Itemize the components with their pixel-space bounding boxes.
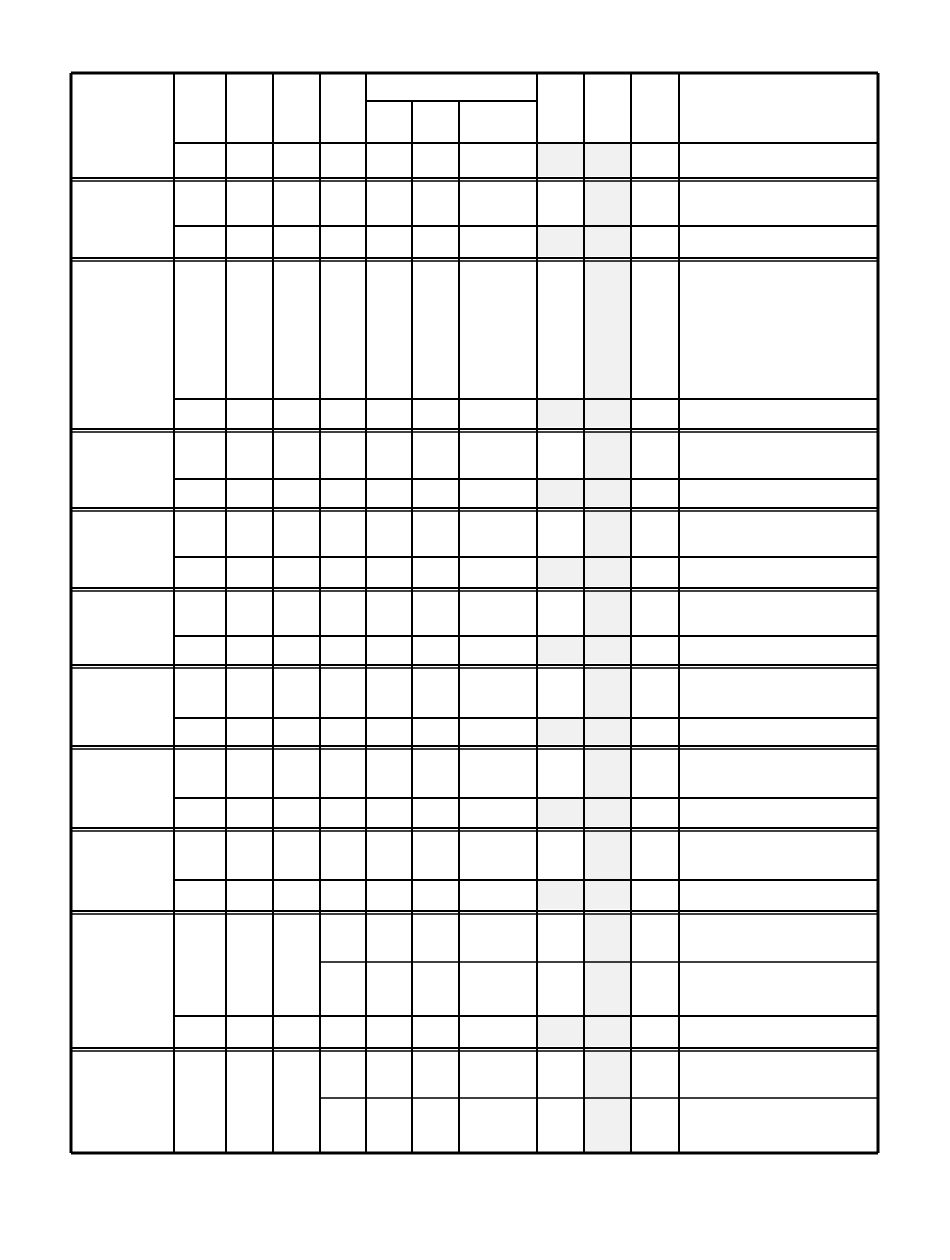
shaded-cell bbox=[538, 143, 584, 176]
shaded-cell bbox=[538, 636, 584, 663]
shaded-cell bbox=[585, 1051, 631, 1153]
shaded-cell bbox=[585, 914, 631, 1046]
shaded-cell bbox=[585, 261, 631, 427]
shaded-cell bbox=[585, 591, 631, 663]
shaded-cell bbox=[585, 143, 631, 176]
shaded-cell bbox=[538, 880, 584, 909]
shaded-cell bbox=[538, 718, 584, 744]
shaded-cell bbox=[538, 798, 584, 826]
shaded-cell bbox=[585, 181, 631, 226]
shaded-cell bbox=[585, 432, 631, 506]
shaded-cell bbox=[538, 557, 584, 586]
shaded-cell bbox=[585, 511, 631, 586]
shaded-cell bbox=[538, 479, 584, 506]
shaded-cell bbox=[585, 668, 631, 744]
shaded-cell bbox=[585, 749, 631, 826]
shaded-cell bbox=[585, 831, 631, 909]
shaded-cell bbox=[538, 226, 584, 256]
shaded-cell bbox=[585, 226, 631, 256]
shaded-cell bbox=[538, 399, 584, 427]
shaded-cell bbox=[538, 1016, 584, 1046]
